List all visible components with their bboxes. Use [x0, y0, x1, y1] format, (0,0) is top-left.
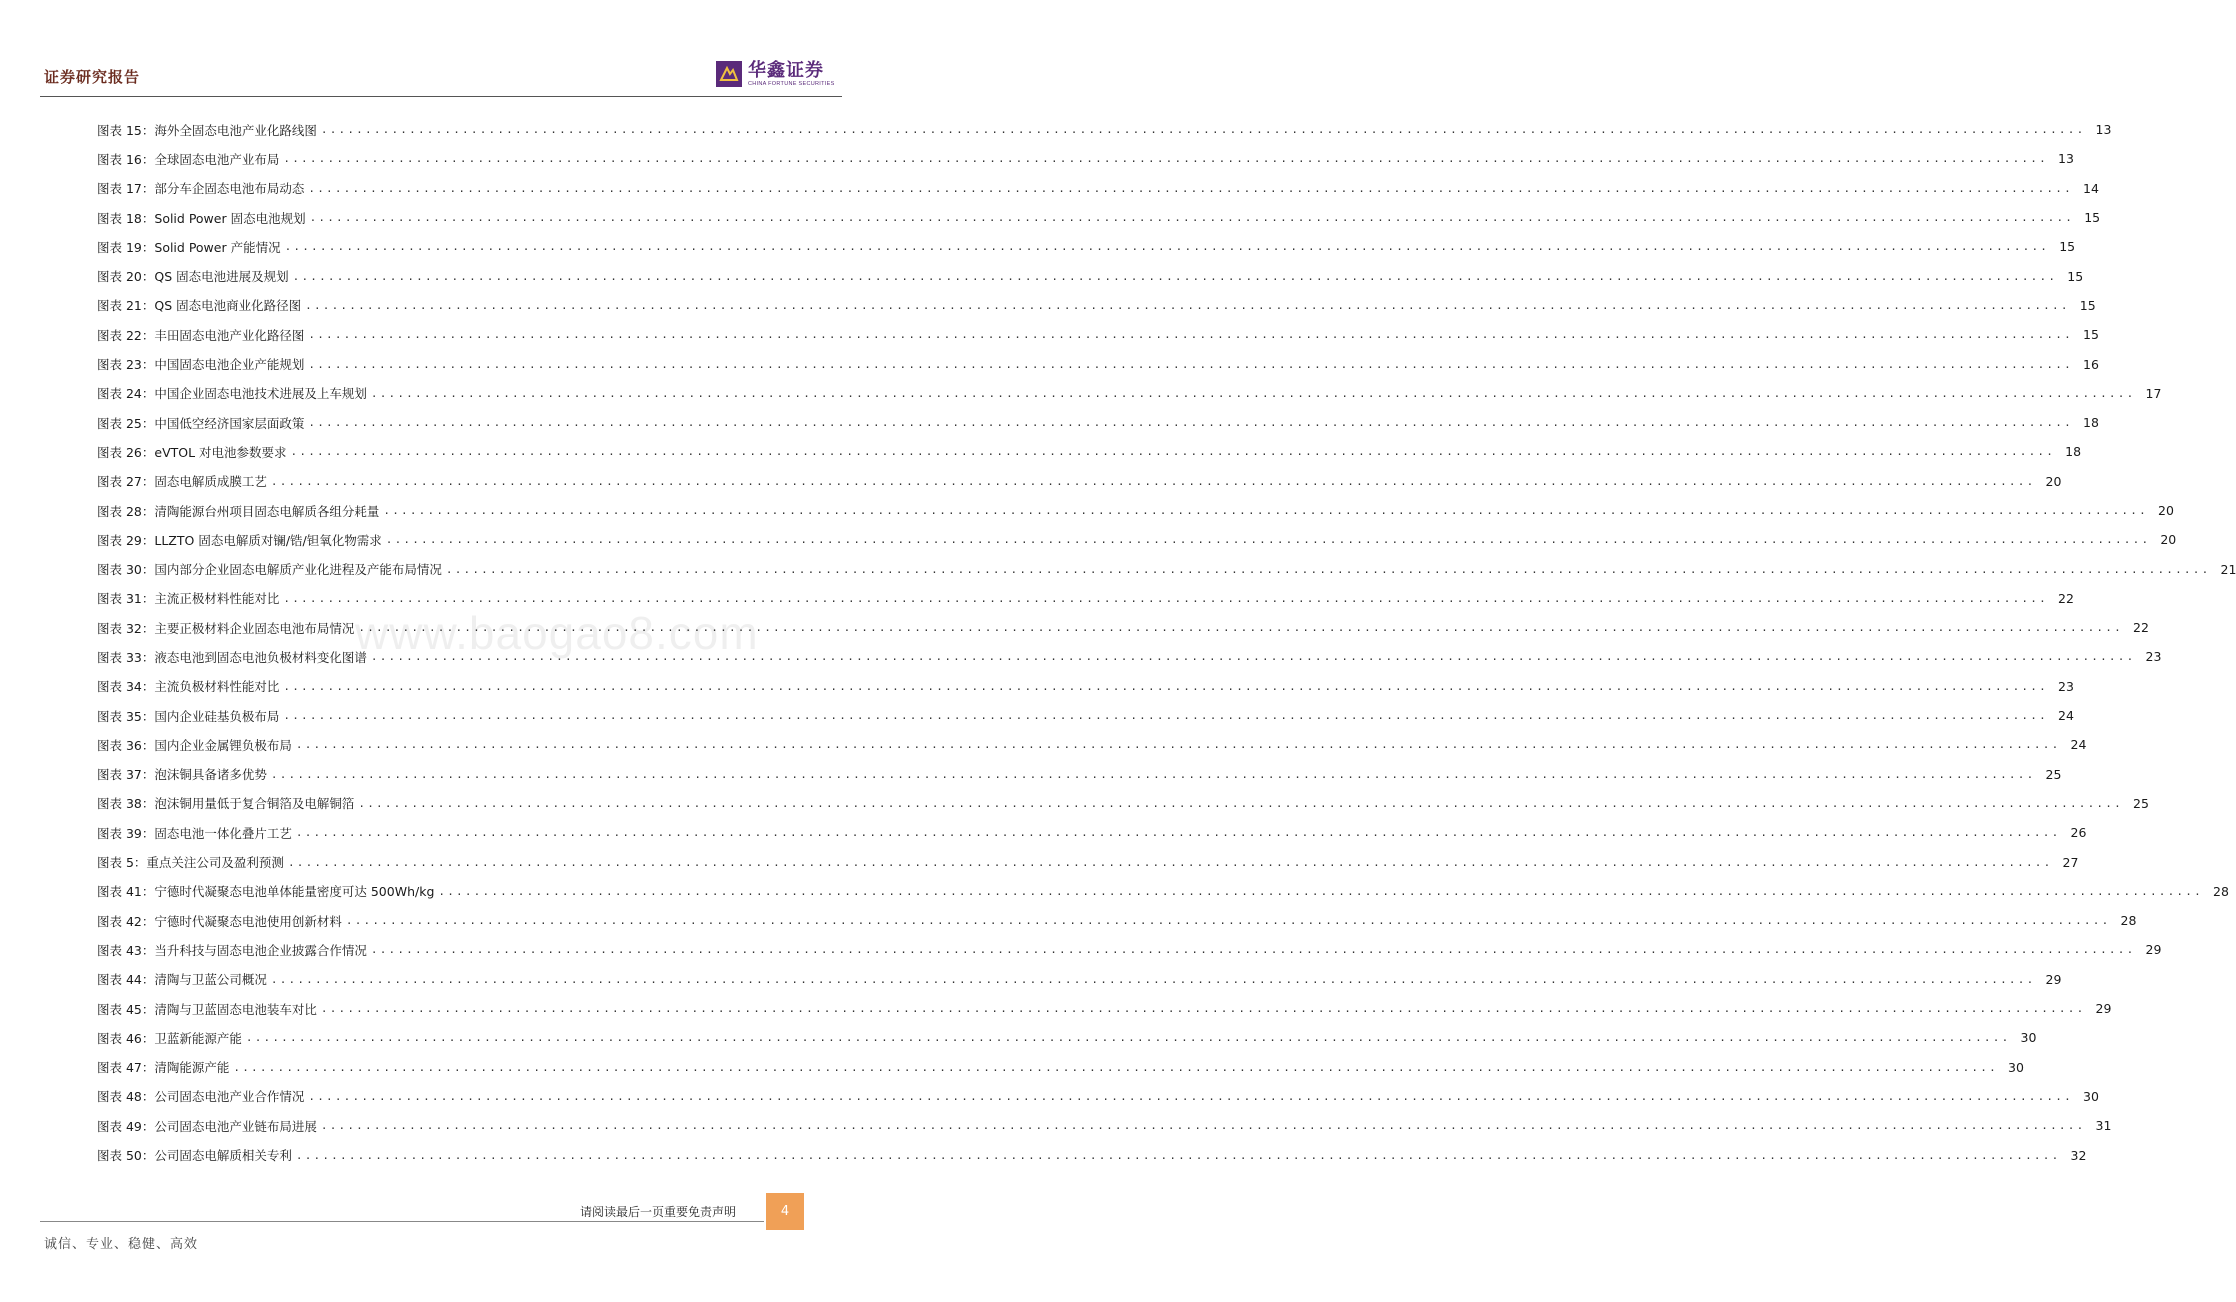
toc-entry[interactable] — [97, 291, 2096, 320]
toc-entry[interactable] — [97, 144, 2074, 173]
toc-leader-dots: ........................................................................................................................................................................................................ — [358, 796, 2123, 810]
toc-entry-page: 17 — [2145, 385, 2162, 401]
toc-entry-page: 26 — [2070, 825, 2087, 841]
toc-entry-page: 15 — [2083, 327, 2099, 343]
toc-entry-page: 29 — [2045, 971, 2062, 987]
toc-entry[interactable] — [97, 613, 2149, 642]
header-divider — [40, 96, 842, 97]
toc-entry-title: 图表 46：卫蓝新能源产能 — [97, 1030, 242, 1046]
toc-leader-dots: ........................................................................................................................................................................................................ — [270, 767, 2036, 781]
toc-entry-page: 16 — [2083, 356, 2099, 372]
toc-entry-title: 图表 42：宁德时代凝聚态电池使用创新材料 — [97, 913, 342, 929]
toc-entry[interactable] — [97, 818, 2087, 847]
toc-entry-page: 25 — [2045, 766, 2062, 782]
figure-list — [97, 115, 2236, 1170]
toc-entry-page: 21 — [2220, 561, 2236, 577]
toc-entry[interactable] — [97, 1111, 2112, 1140]
toc-entry-title: 图表 26：eVTOL 对电池参数要求 — [97, 444, 287, 460]
toc-leader-dots: ........................................................................................................................................................................................................ — [290, 445, 2056, 459]
toc-entry-title: 图表 16：全球固态电池产业布局 — [97, 151, 280, 167]
toc-leader-dots: ........................................................................................................................................................................................................ — [308, 1089, 2073, 1103]
toc-entry[interactable] — [97, 789, 2149, 818]
toc-entry[interactable] — [97, 877, 2229, 906]
toc-entry-page: 29 — [2095, 1001, 2112, 1017]
toc-entry[interactable] — [97, 349, 2099, 378]
toc-entry[interactable] — [97, 1082, 2099, 1111]
toc-entry-title: 图表 32：主要正极材料企业固态电池布局情况 — [97, 620, 355, 636]
toc-entry-title: 图表 27：固态电解质成膜工艺 — [97, 474, 267, 490]
toc-entry-page: 30 — [2083, 1088, 2099, 1104]
toc-leader-dots: ........................................................................................................................................................................................................ — [308, 181, 2073, 195]
toc-leader-dots: ........................................................................................................................................................................................................ — [445, 562, 2211, 576]
toc-entry[interactable] — [97, 994, 2112, 1023]
toc-entry[interactable] — [97, 554, 2236, 583]
toc-entry[interactable] — [97, 1053, 2024, 1082]
toc-entry-title: 图表 30：国内部分企业固态电解质产业化进程及产能布局情况 — [97, 562, 442, 578]
toc-entry-title: 图表 50：公司固态电解质相关专利 — [97, 1148, 292, 1164]
toc-entry-title: 图表 21：QS 固态电池商业化路径图 — [97, 298, 302, 314]
logo-mark-icon — [716, 61, 742, 87]
toc-entry[interactable] — [97, 496, 2174, 525]
toc-entry-title: 图表 43：当升科技与固态电池企业披露合作情况 — [97, 942, 367, 958]
toc-entry[interactable] — [97, 174, 2099, 203]
toc-entry-page: 32 — [2070, 1147, 2087, 1163]
toc-entry-page: 23 — [2145, 649, 2162, 665]
toc-leader-dots: ........................................................................................................................................................................................................ — [320, 1119, 2086, 1133]
toc-leader-dots: ........................................................................................................................................................................................................ — [295, 738, 2061, 752]
toc-leader-dots: ........................................................................................................................................................................................................ — [308, 357, 2073, 371]
toc-entry-page: 14 — [2083, 180, 2099, 196]
toc-entry-title: 图表 45：清陶与卫蓝固态电池装车对比 — [97, 1001, 317, 1017]
toc-entry-title: 图表 35：国内企业硅基负极布局 — [97, 708, 280, 724]
toc-entry-title: 图表 24：中国企业固态电池技术进展及上车规划 — [97, 386, 367, 402]
toc-entry[interactable] — [97, 584, 2074, 613]
toc-leader-dots: ........................................................................................................................................................................................................ — [295, 1148, 2061, 1162]
toc-entry-title: 图表 22：丰田固态电池产业化路径图 — [97, 327, 305, 343]
toc-leader-dots: ........................................................................................................................................................................................................ — [283, 679, 2048, 693]
toc-entry-page: 13 — [2095, 122, 2112, 138]
toc-leader-dots: ........................................................................................................................................................................................................ — [283, 709, 2048, 723]
toc-leader-dots: ........................................................................................................................................................................................................ — [358, 621, 2123, 635]
toc-leader-dots: ........................................................................................................................................................................................................ — [233, 1060, 1998, 1074]
toc-leader-dots: ........................................................................................................................................................................................................ — [320, 1002, 2086, 1016]
toc-entry[interactable] — [97, 261, 2084, 290]
toc-entry-page: 15 — [2079, 297, 2096, 313]
toc-entry-title: 图表 15：海外全固态电池产业化路线图 — [97, 122, 317, 138]
toc-leader-dots: ........................................................................................................................................................................................................ — [284, 240, 2050, 254]
toc-entry-page: 23 — [2058, 678, 2074, 694]
toc-entry[interactable] — [97, 1023, 2037, 1052]
toc-leader-dots: ........................................................................................................................................................................................................ — [308, 416, 2073, 430]
toc-entry-title: 图表 20：QS 固态电池进展及规划 — [97, 269, 289, 285]
toc-entry-page: 20 — [2045, 473, 2062, 489]
toc-entry-page: 18 — [2065, 444, 2082, 460]
toc-entry-page: 24 — [2058, 708, 2074, 724]
toc-leader-dots: ........................................................................................................................................................................................................ — [283, 152, 2048, 166]
toc-entry-page: 22 — [2058, 590, 2074, 606]
toc-leader-dots: ........................................................................................................................................................................................................ — [370, 386, 2136, 400]
toc-entry[interactable] — [97, 935, 2162, 964]
toc-entry[interactable] — [97, 467, 2062, 496]
toc-entry-title: 图表 33：液态电池到固态电池负极材料变化图谱 — [97, 649, 367, 665]
toc-entry[interactable] — [97, 408, 2099, 437]
toc-entry-title: 图表 49：公司固态电池产业链布局进展 — [97, 1118, 317, 1134]
toc-entry-page: 30 — [2020, 1030, 2037, 1046]
report-type-label: 证券研究报告 — [44, 68, 141, 86]
toc-entry-page: 15 — [2084, 210, 2101, 226]
toc-entry-title: 图表 29：LLZTO 固态电解质对镧/锆/钽氧化物需求 — [97, 532, 382, 548]
toc-leader-dots: ........................................................................................................................................................................................................ — [309, 211, 2075, 225]
toc-entry-page: 28 — [2120, 913, 2137, 929]
toc-leader-dots: ........................................................................................................................................................................................................ — [320, 123, 2086, 137]
toc-entry-page: 29 — [2145, 942, 2162, 958]
toc-entry[interactable] — [97, 672, 2074, 701]
toc-entry-page: 27 — [2062, 854, 2079, 870]
toc-entry-title: 图表 31：主流正极材料性能对比 — [97, 591, 280, 607]
toc-leader-dots: ........................................................................................................................................................................................................ — [308, 328, 2073, 342]
toc-entry[interactable] — [97, 847, 2079, 876]
toc-entry[interactable] — [97, 701, 2074, 730]
toc-leader-dots: ........................................................................................................................................................................................................ — [385, 533, 2151, 547]
toc-entry[interactable] — [97, 965, 2062, 994]
toc-entry-title: 图表 39：固态电池一体化叠片工艺 — [97, 825, 292, 841]
toc-entry-title: 图表 17：部分车企固态电池布局动态 — [97, 181, 305, 197]
toc-entry-title: 图表 19：Solid Power 产能情况 — [97, 239, 281, 255]
toc-entry-page: 20 — [2158, 503, 2174, 518]
toc-entry[interactable] — [97, 906, 2137, 935]
toc-entry[interactable] — [97, 760, 2062, 789]
toc-entry-title: 图表 5：重点关注公司及盈利预测 — [97, 855, 284, 871]
toc-entry-title: 图表 48：公司固态电池产业合作情况 — [97, 1089, 305, 1105]
toc-entry-title: 图表 36：国内企业金属锂负极布局 — [97, 737, 292, 753]
toc-leader-dots: ........................................................................................................................................................................................................ — [283, 591, 2048, 605]
toc-leader-dots: ........................................................................................................................................................................................................ — [270, 972, 2036, 986]
toc-entry-title: 图表 34：主流负极材料性能对比 — [97, 679, 280, 695]
toc-entry-page: 20 — [2160, 532, 2177, 548]
toc-entry[interactable] — [97, 730, 2087, 759]
toc-leader-dots: ........................................................................................................................................................................................................ — [295, 826, 2061, 840]
toc-leader-dots: ........................................................................................................................................................................................................ — [270, 474, 2036, 488]
toc-entry[interactable] — [97, 1140, 2087, 1169]
toc-entry-title: 图表 37：泡沫铜具备诸多优势 — [97, 767, 267, 783]
toc-entry[interactable] — [97, 437, 2082, 466]
toc-entry[interactable] — [97, 525, 2177, 554]
toc-entry-title: 图表 47：清陶能源产能 — [97, 1060, 230, 1076]
toc-entry-page: 18 — [2083, 415, 2099, 431]
toc-entry-page: 15 — [2067, 268, 2084, 284]
logo-name-cn: 华鑫证券 — [748, 59, 824, 81]
toc-leader-dots: ........................................................................................................................................................................................................ — [305, 298, 2070, 312]
toc-entry-title: 图表 44：清陶与卫蓝公司概况 — [97, 972, 267, 988]
toc-entry-page: 22 — [2133, 620, 2149, 636]
footer-divider — [40, 1221, 764, 1222]
logo-name-en: CHINA FORTUNE SECURITIES — [748, 80, 835, 87]
toc-entry-page: 24 — [2070, 737, 2087, 753]
toc-entry-page: 13 — [2058, 151, 2074, 167]
toc-entry-page: 28 — [2213, 883, 2229, 899]
toc-leader-dots: ........................................................................................................................................................................................................ — [370, 943, 2136, 957]
toc-leader-dots: ........................................................................................................................................................................................................ — [292, 269, 2058, 283]
toc-entry[interactable] — [97, 320, 2099, 349]
toc-entry[interactable] — [97, 232, 2076, 261]
company-logo — [716, 58, 835, 90]
toc-entry-page: 30 — [2008, 1059, 2024, 1075]
toc-entry[interactable] — [97, 115, 2112, 144]
footer-slogan: 诚信、专业、稳健、高效 — [44, 1237, 199, 1252]
watermark-text: www.baogao8.com — [355, 607, 759, 659]
toc-entry-page: 31 — [2095, 1118, 2112, 1134]
toc-leader-dots: ........................................................................................................................................................................................................ — [245, 1031, 2011, 1045]
page-number-badge: 4 — [766, 1193, 804, 1230]
toc-leader-dots: ........................................................................................................................................................................................................ — [370, 650, 2136, 664]
toc-entry[interactable] — [97, 203, 2101, 232]
toc-entry-title: 图表 23：中国固态电池企业产能规划 — [97, 357, 305, 373]
toc-entry-title: 图表 41：宁德时代凝聚态电池单体能量密度可达 500Wh/kg — [97, 884, 435, 900]
toc-leader-dots: ........................................................................................................................................................................................................ — [345, 914, 2111, 928]
toc-entry[interactable] — [97, 642, 2162, 671]
toc-leader-dots: ........................................................................................................................................................................................................ — [383, 504, 2148, 517]
toc-entry-title: 图表 18：Solid Power 固态电池规划 — [97, 210, 306, 226]
toc-entry-page: 15 — [2059, 239, 2076, 255]
toc-entry-page: 25 — [2133, 795, 2149, 811]
toc-entry[interactable] — [97, 379, 2162, 408]
toc-entry-title: 图表 28：清陶能源台州项目固态电解质各组分耗量 — [97, 503, 380, 519]
toc-entry-title: 图表 25：中国低空经济国家层面政策 — [97, 415, 305, 431]
toc-leader-dots: ........................................................................................................................................................................................................ — [438, 884, 2203, 898]
disclaimer-notice: 请阅读最后一页重要免责声明 — [580, 1205, 737, 1219]
toc-leader-dots: ........................................................................................................................................................................................................ — [287, 855, 2053, 869]
toc-entry-title: 图表 38：泡沫铜用量低于复合铜箔及电解铜箔 — [97, 796, 355, 812]
